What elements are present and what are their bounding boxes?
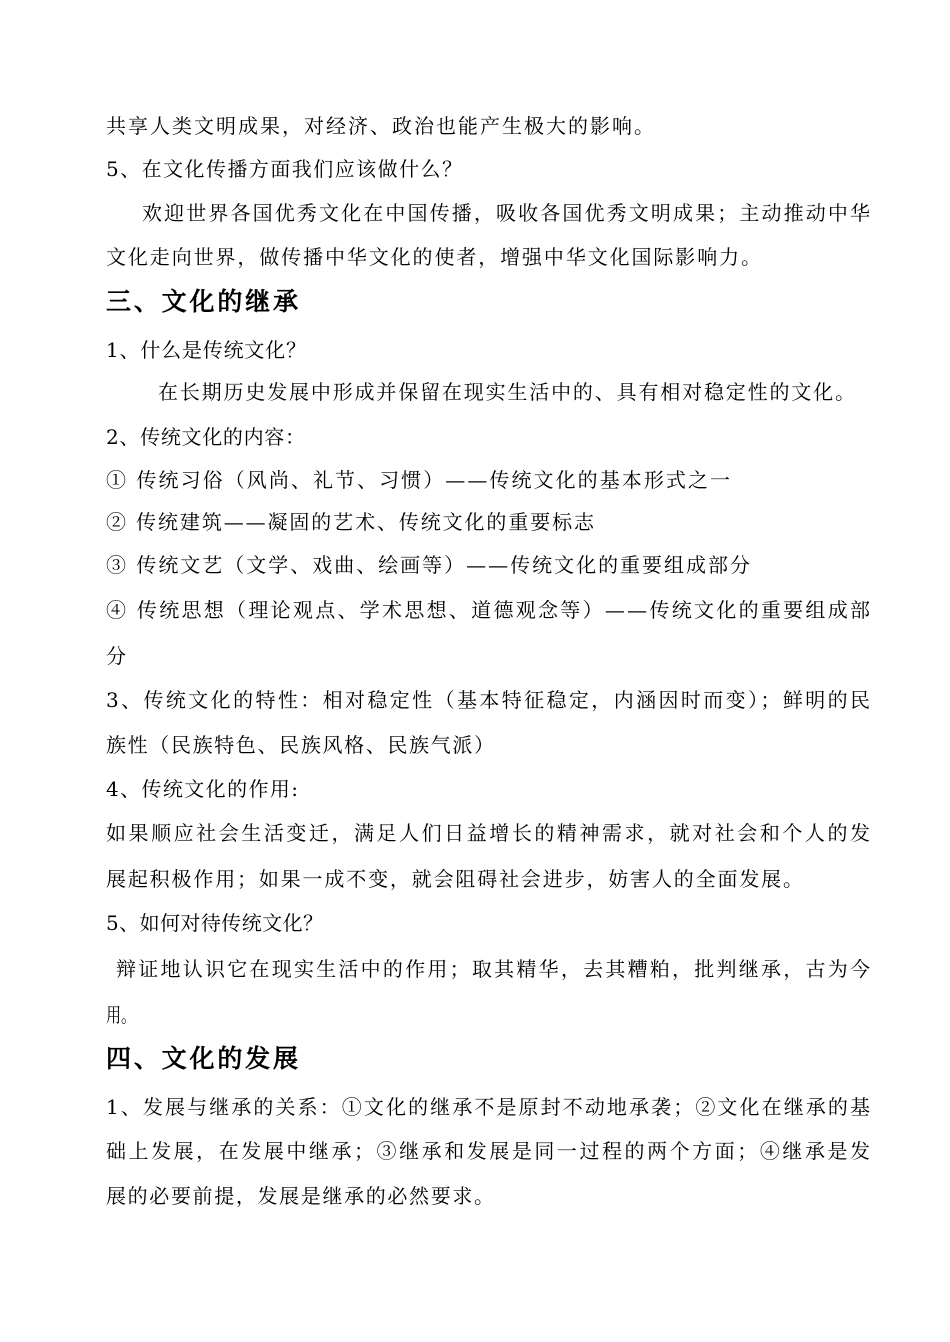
question-line: 5、在文化传播方面我们应该做什么？ — [106, 157, 464, 181]
answer-line: 础上发展，在发展中继承；③继承和发展是同一过程的两个方面；④继承是发 — [106, 1139, 873, 1163]
list-item: ② 传统建筑——凝固的艺术、传统文化的重要标志 — [106, 510, 596, 534]
answer-line: 辩证地认识它在现实生活中的作用；取其精华，去其糟粕，批判继承，古为今 — [116, 957, 873, 981]
section-heading: 四、文化的发展 — [106, 1044, 301, 1073]
question-line: 4、传统文化的作用: — [106, 777, 300, 801]
section-heading: 三、文化的继承 — [106, 287, 301, 316]
question-line: 3、传统文化的特性：相对稳定性（基本特征稳定，内涵因时而变）；鲜明的民 — [106, 688, 873, 712]
list-item: ③ 传统文艺（文学、戏曲、绘画等）——传统文化的重要组成部分 — [106, 553, 752, 577]
list-item: ④ 传统思想（理论观点、学术思想、道德观念等）——传统文化的重要组成部 — [106, 598, 873, 622]
answer-line: 展起积极作用；如果一成不变，就会阻碍社会进步，妨害人的全面发展。 — [106, 867, 805, 891]
answer-line: 在长期历史发展中形成并保留在现实生活中的、具有相对稳定性的文化。 — [158, 380, 857, 404]
answer-line: 欢迎世界各国优秀文化在中国传播，吸收各国优秀文明成果；主动推动中华 — [142, 201, 873, 225]
question-line: 2、传统文化的内容： — [106, 425, 306, 449]
answer-line: 如果顺应社会生活变迁，满足人们日益增长的精神需求，就对社会和个人的发 — [106, 821, 873, 845]
question-line: 5、如何对待传统文化？ — [106, 911, 324, 935]
answer-line: 1、发展与继承的关系：①文化的继承不是原封不动地承袭；②文化在继承的基 — [106, 1095, 873, 1119]
answer-line: 族性（民族特色、民族风格、民族气派） — [106, 733, 496, 757]
answer-line: 用。 — [106, 1003, 136, 1027]
question-line: 1、什么是传统文化？ — [106, 338, 307, 362]
list-item: ① 传统习俗（风尚、礼节、习惯）——传统文化的基本形式之一 — [106, 468, 733, 492]
answer-line: 展的必要前提，发展是继承的必然要求。 — [106, 1184, 496, 1208]
answer-line: 文化走向世界，做传播中华文化的使者，增强中华文化国际影响力。 — [106, 245, 763, 269]
list-item-continuation: 分 — [106, 644, 126, 668]
body-text-line: 共享人类文明成果，对经济、政治也能产生极大的影响。 — [106, 114, 656, 138]
